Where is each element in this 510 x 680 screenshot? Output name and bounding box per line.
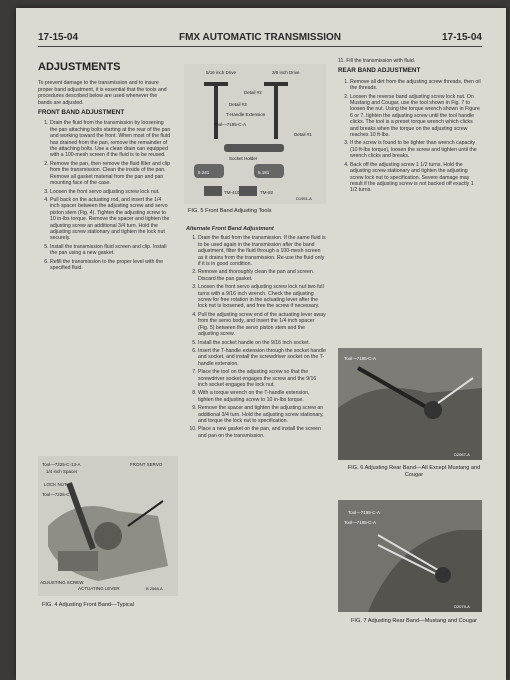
right-column [338,58,482,196]
fig5-caption: FIG. 5 Front Band Adjusting Tools [188,208,272,214]
alternate-steps [186,235,326,439]
fig5-label: TM-82 [260,190,274,195]
page-header [38,30,482,46]
fig4-illustration [38,456,178,596]
fill-step: 11. Fill the transmission with fluid. [338,58,416,64]
fig5-label: Tool—7195-C-A [214,122,247,127]
fig5-label: 5.181 [258,170,270,175]
alternate-title: Alternate Front Band Adjustment [186,226,274,232]
fig4-label: ADJUSTING SCREW [40,580,84,585]
fig6-tool-label: Tool—7195-C-A [344,356,377,361]
fig5-label: 5/16 inch Drive [206,70,237,75]
fig7-tool-label: Tool—7195-C-A [344,520,377,525]
page-number-left: 17-15-04 [38,32,79,43]
alternate-step: 5. Install the socket handle on the 9/16 inch socket. [198,340,326,346]
fig6-caption [346,465,482,479]
front-step: 2. Remove the pan, then remove the fluid filter and clip from the transmission. Clean the inside of the pan. Remove all gasket material from the pan and pan mounting face of the case. [50,161,172,187]
fig4-caption [42,602,172,609]
fig7-tool-label: Tool—7195-C-A [348,510,381,515]
alternate-step: 7. Place the tool on the adjusting screw so that the screwdriver socket engages the screw and the 9/16 inch socket engages the lock nut. [198,369,326,388]
fig5-label: Detail #3 [229,102,247,107]
fig4-label: 1/4 inch Spacer [46,469,78,474]
fig4-label: ACTUATING LEVER [78,586,120,591]
alternate-step: 4. Pull the adjusting screw end of the actuating lever away from the servo body, and insert the 1/4 inch spacer (Fig. 5) between the servo piston stem and the adjusting screw. [198,312,326,338]
fig5-illustration [184,64,326,204]
fig4-title: Adjusting Front Band—Typical [58,602,135,608]
fig7-illustration [338,500,482,612]
alternate-step: 1. Drain the fluid from the transmission. If the same fluid is to be used again in the transmission after the band adjustment, filter the fluid through a 100-mesh screen as it drains from the transmission. Re-use the fluid only if it is in good condition. [198,235,326,267]
fig5-label: D1951-A [296,196,312,201]
fig4-label: B 2568-A [146,586,163,591]
adjustments-title: ADJUSTMENTS [38,61,121,73]
fig4-number: FIG. 4 [42,602,58,608]
fig5-label: 5.241 [198,170,210,175]
intro-paragraph: To prevent damage to the transmission and to insure proper band adjustment, it is essential that the tools and procedures described below are used whenever the bands are adjusted. [38,80,167,106]
rear-band-title: REAR BAND ADJUSTMENT [338,67,421,75]
front-step: 5. Install the transmission fluid screen and clip. Install the pan using a new gasket. [50,244,172,257]
front-step: 3. Loosen the front servo adjusting screw lock nut. [50,189,172,195]
fig6-title: Adjusting Rear Band—All Except Mustang and Cougar [364,465,481,478]
fig5-label: Detail #2 [244,90,262,95]
section-title: FMX AUTOMATIC TRANSMISSION [178,32,342,43]
middle-column [186,222,326,441]
fig5-label: TM-410 [224,190,240,195]
front-step: 1. Drain the fluid from the transmission by loosening the pan attaching bolts starting at the rear of the pan and working toward the front. When most of the fluid has drained from the pan, remove the remainder of the attaching bolts. Use a clean drain can equipped with a 100-mesh screen if the fluid is to be reused. [50,120,172,158]
alternate-step: 6. Insert the T-handle extension through the socket handle and socket, and install the screwdriver socket on the T-handle extension. [198,348,326,367]
fig6-ref: D2067-A [454,452,470,457]
rear-step: 4. Back off the adjusting screw 1 1/2 turns. Hold the adjusting screw stationary and tighten the adjusting screw lock nut to specification. Severe damage may result if the adjusting screw is not backed off exactly 1 1/2 turns. [350,162,482,194]
fig7-drawing [338,500,482,612]
fig5-label: T-Handle Extension [226,112,266,117]
manual-page [16,8,506,680]
header-rule [38,46,482,47]
fig6-illustration [338,348,482,460]
fig5-label: Detail #1 [294,132,312,137]
rear-step: 2. Loosen the reverse band adjusting screw lock nut. On Mustang and Cougar, use the tool shown in Fig. 7 to loosen the nut. Using the torque wrench shown in Figure 6 or 7, tighten the adjusting screw until the tool handle clicks. The tool is a preset torque wrench which clicks and breaks when the torque on the adjusting screw reaches 10 ft-lbs. [350,94,482,139]
fig4-label: Tool—7225-C-13-A [42,462,81,467]
fig5-drawing [184,64,326,204]
left-column [38,61,172,273]
fig6-number: FIG. 6 [347,465,364,471]
alternate-step: 3. Loosen the front servo adjusting screw lock nut two full turns with a 9/16 inch wrench. Check the adjusting screw for free rotation in the actuating lever after the lock nut is loosened, and free the screw if necessary. [198,284,326,310]
fig6-drawing [338,348,482,460]
alternate-step: 2. Remove and thoroughly clean the pan and screen. Discard the pan gasket. [198,269,326,282]
fig7-title: Adjusting Rear Band—Mustang and Cougar [367,618,477,624]
alternate-step: 9. Remove the spacer and tighten the adjusting screw an additional 3/4 turn. Hold the adjusting screw stationary, and torque the lock nut to specification. [198,405,326,424]
fig4-label: FRONT SERVO [130,462,163,467]
fig4-label: LOCK NUT [44,482,67,487]
front-band-title: FRONT BAND ADJUSTMENT [38,109,125,117]
front-step: 6. Refill the transmission to the proper level with the specified fluid. [50,259,172,272]
fig7-ref: D2075-A [454,604,470,609]
fig7-number: FIG. 7 [351,618,367,624]
page-number-right: 17-15-04 [441,32,482,43]
front-band-steps [38,120,172,271]
fig5-label: 3/8 inch Drive [272,70,300,75]
alternate-step: 10. Place a new gasket on the pan, and install the screen and pan on the transmission. [198,426,326,439]
fig4-drawing [38,456,178,596]
rear-step: 3. If the screw is found to be tighter than wrench capacity (10 ft-lbs torque), loosen the screw and tighten until the wrench clicks and breaks. [350,140,482,159]
fig4-label: Tool—7225-C [42,492,70,497]
fig7-caption [346,618,482,625]
alternate-step: 8. With a torque wrench on the T-handle extension, tighten the adjusting screw to 10 in-lbs torque. [198,390,326,403]
front-step: 4. Pull back on the actuating rod, and insert the 1/4 inch spacer between the adjusting screw and servo piston stem (Fig. 4). Tighten the adjusting screw to 10 in-lbs torque. Remove the spacer and tighten the adjusting screw an additional 3/4 turn. Hold the adjusting screw stationary and tighten the lock nut securely. [50,197,172,242]
rear-step: 1. Remove all dirt from the adjusting screw threads, then oil the threads. [350,79,482,92]
rear-band-steps [338,79,482,194]
fig5-label: Socket Holder [229,156,258,161]
